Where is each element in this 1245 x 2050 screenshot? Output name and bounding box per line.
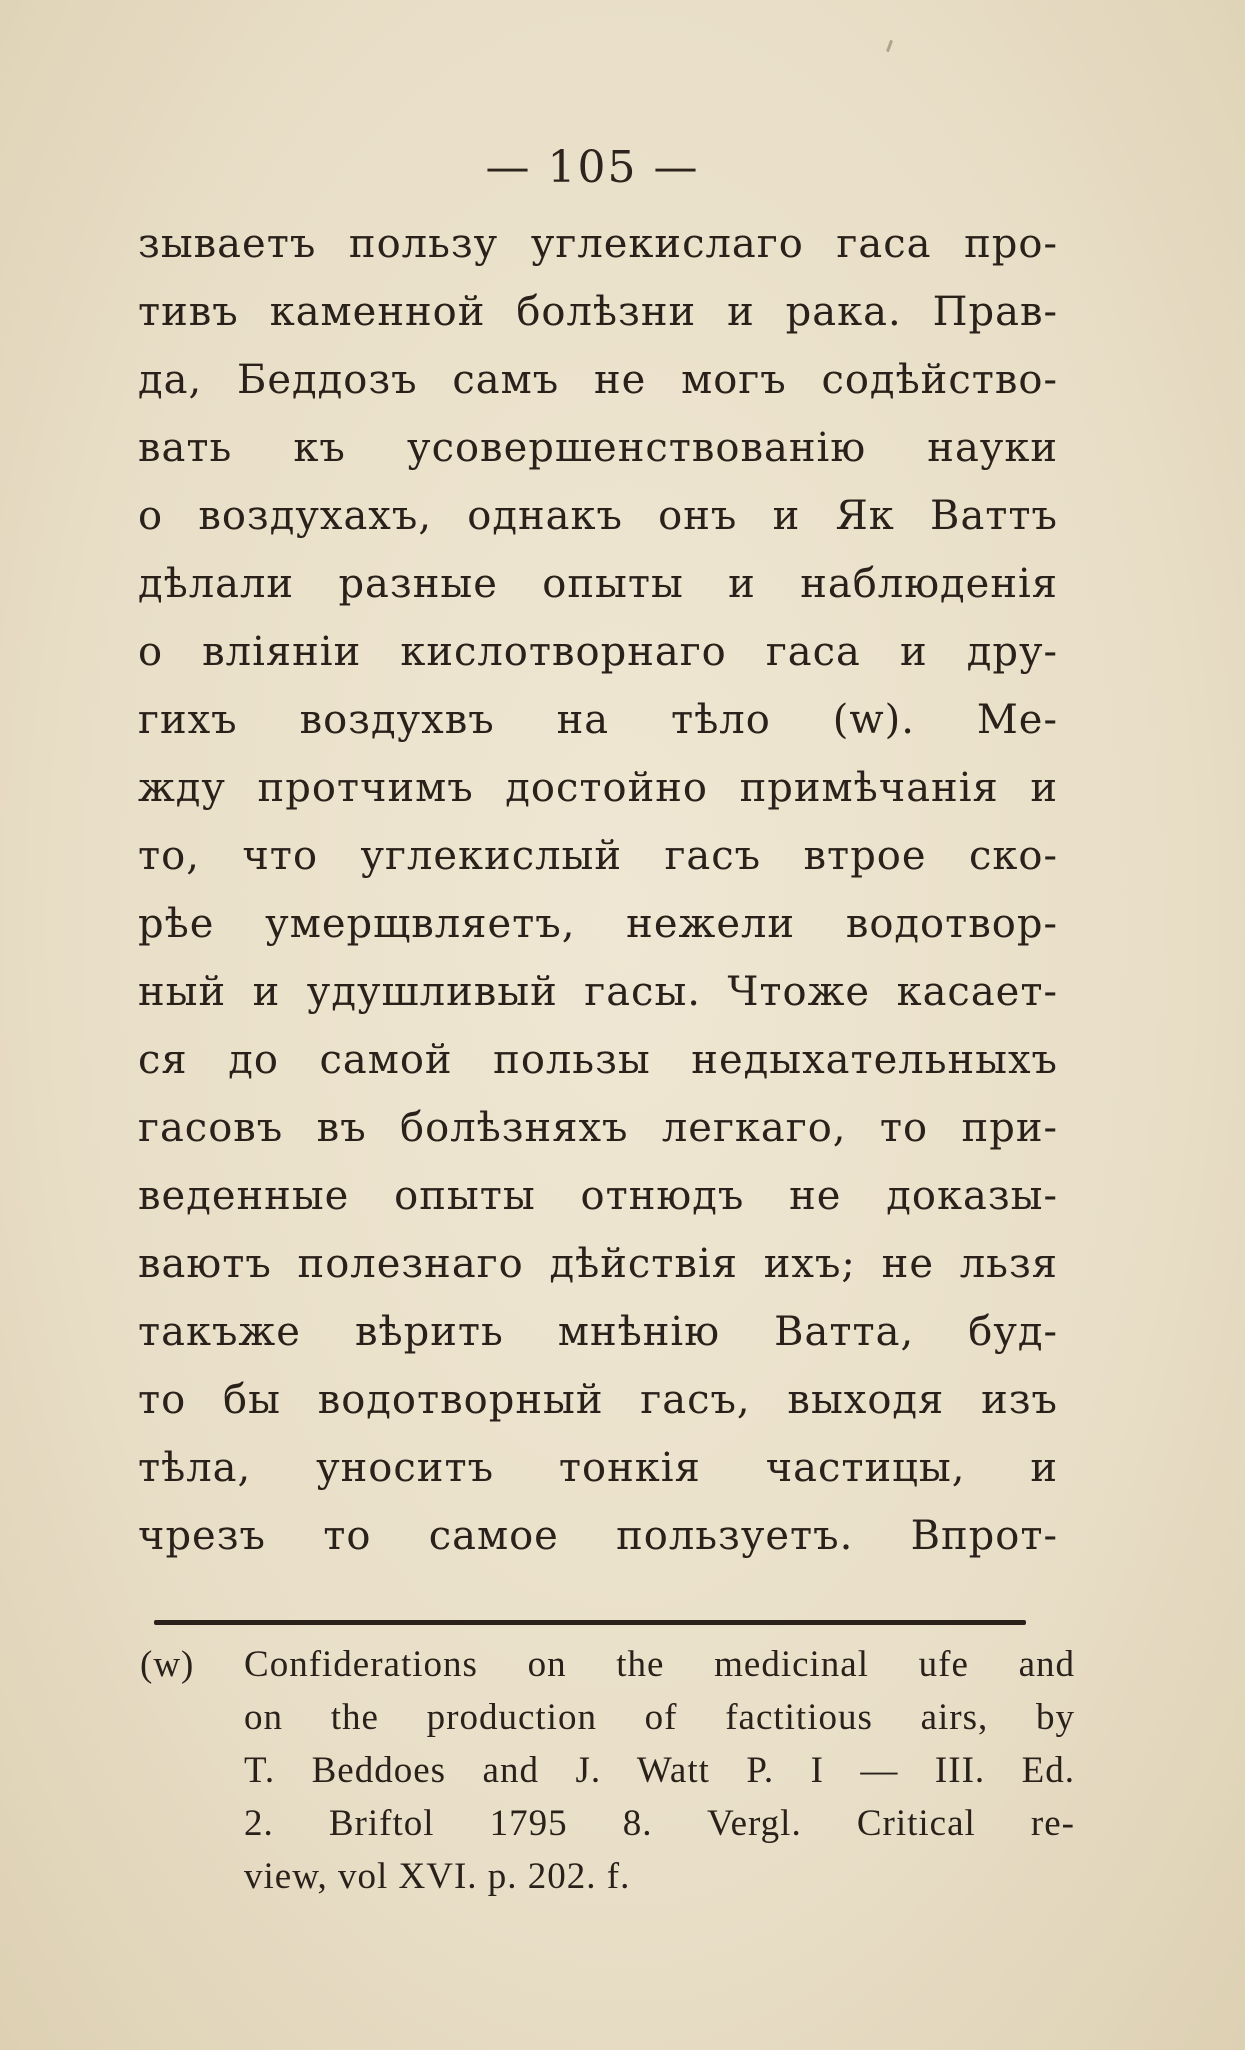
text-line: такъже вѣрить мнѣнію Ватта, буд-	[138, 1309, 1058, 1355]
text-line: жду протчимъ достойно примѣчанія и	[138, 765, 1058, 811]
text-line: тивъ каменной болѣзни и рака. Прав-	[138, 289, 1058, 335]
text-line: да, Беддозъ самъ не могъ содѣйство-	[138, 357, 1058, 403]
text-line: тѣла, уноситъ тонкія частицы, и	[138, 1445, 1058, 1491]
text-line: гихъ воздухвъ на тѣло (w). Ме-	[138, 697, 1058, 743]
text-line: то бы водотворный гасъ, выходя изъ	[138, 1377, 1058, 1423]
text-line: о вліяніи кислотворнаго гаса и дру-	[138, 629, 1058, 675]
text-line: гасовъ въ болѣзняхъ легкаго, то при-	[138, 1105, 1058, 1151]
text-line: рѣе умерщвляетъ, нежели водотвор-	[138, 901, 1058, 947]
text-line: о воздухахъ, однакъ онъ и Як Ваттъ	[138, 493, 1058, 539]
footnote-line: (w) Confiderations on the medicinal ufe and	[140, 1644, 1075, 1685]
footnote-line: on the production of factitious airs, by	[244, 1697, 1075, 1738]
text-line: ваютъ полезнаго дѣйствія ихъ; не льзя	[138, 1241, 1058, 1287]
footnote-line: view, vol XVI. p. 202. f.	[244, 1856, 631, 1897]
text-line: чрезъ то самое пользуетъ. Впрот-	[138, 1513, 1058, 1559]
text-line: то, что углекислый гасъ втрое ско-	[138, 833, 1058, 879]
footnote-divider	[154, 1620, 1026, 1625]
text-line: вать къ усовершенствованію науки	[138, 425, 1058, 471]
footnote-line: 2. Briftol 1795 8. Vergl. Critical re-	[244, 1803, 1075, 1844]
ink-mark	[886, 40, 893, 52]
text-line: ся до самой пользы недыхательныхъ	[138, 1037, 1058, 1083]
text-line: зываетъ пользу углекислаго гаса про-	[138, 221, 1058, 267]
footnote	[140, 1638, 1075, 1903]
text-line: веденные опыты отнюдъ не доказы-	[138, 1173, 1058, 1219]
body-text	[138, 210, 1058, 1570]
page-number: — 105 —	[485, 142, 700, 193]
text-line: ный и удушливый гасы. Чтоже касает-	[138, 969, 1058, 1015]
footnote-line: T. Beddoes and J. Watt P. I — III. Ed.	[244, 1750, 1075, 1791]
text-line: дѣлали разные опыты и наблюденія	[138, 561, 1058, 607]
